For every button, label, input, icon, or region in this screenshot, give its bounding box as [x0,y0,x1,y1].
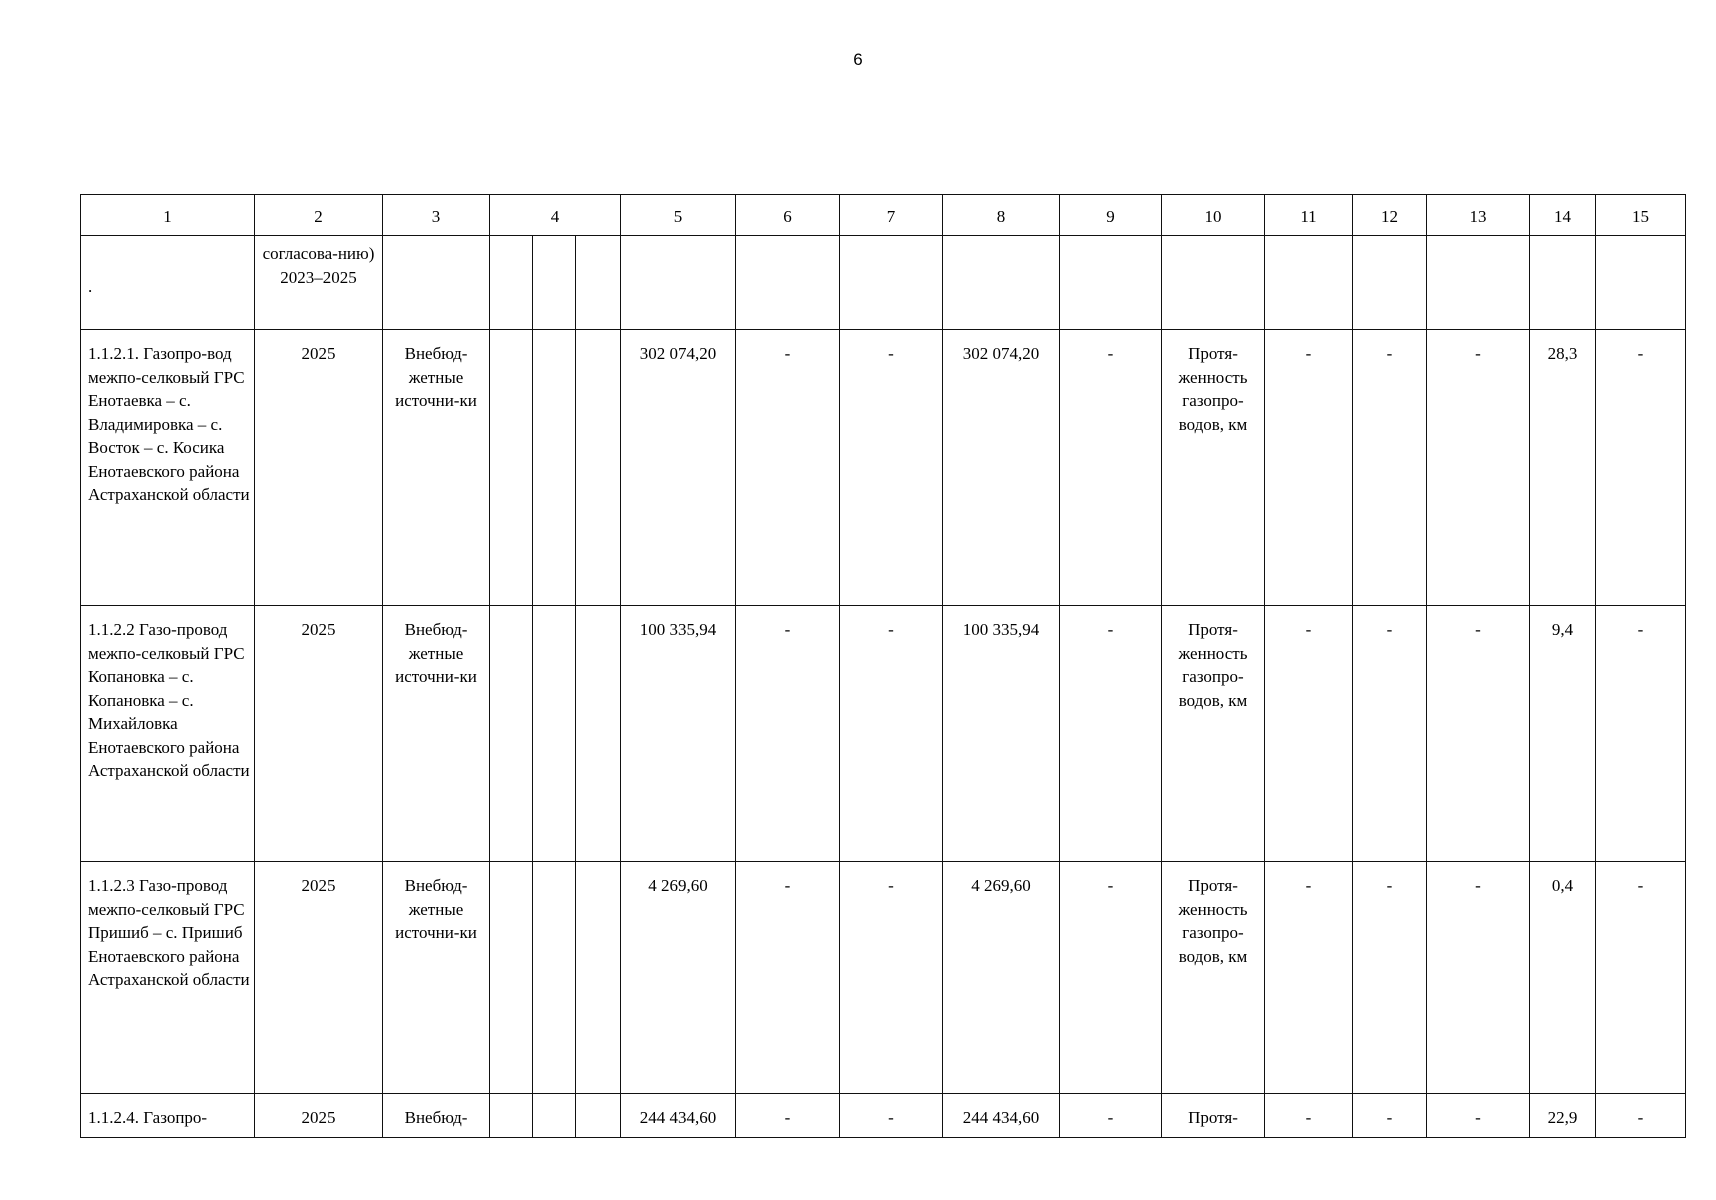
sub-cell [533,1094,576,1138]
value-cell: - [1353,330,1427,606]
indicator-cell: Протя-женность газопро-водов, км [1162,862,1265,1094]
column-number: 4 [490,195,621,236]
sub-cell [533,330,576,606]
value-cell: - [1596,862,1686,1094]
value-cell: - [1265,1094,1353,1138]
value-cell: 244 434,60 [943,1094,1060,1138]
table-row [81,862,1686,1094]
value-cell: - [1353,606,1427,862]
value-cell: - [1596,606,1686,862]
sub-cell [490,862,533,1094]
year-cell: 2025 [255,1094,383,1138]
sub-cell [490,1094,533,1138]
indicator-cell: Протя- [1162,1094,1265,1138]
column-number: 10 [1162,195,1265,236]
continuation-row [81,236,1686,330]
sub-cell [576,330,621,606]
table-row [81,606,1686,862]
total-cell [621,236,736,330]
column-number: 9 [1060,195,1162,236]
column-number: 14 [1530,195,1596,236]
source-cell [383,236,490,330]
name-cell: . [81,236,255,330]
value-cell: - [1353,862,1427,1094]
sub-cell [533,862,576,1094]
indicator-cell: Протя-женность газопро-водов, км [1162,606,1265,862]
period-cell: согласова-нию) 2023–2025 [255,236,383,330]
column-number: 11 [1265,195,1353,236]
source-cell: Внебюд-жетные источни-ки [383,862,490,1094]
year-cell: 2025 [255,862,383,1094]
value-cell [736,236,840,330]
value-cell: 4 269,60 [943,862,1060,1094]
value-cell: - [1060,330,1162,606]
sub-cell [576,606,621,862]
name-cell: 1.1.2.1. Газопро-вод межпо-селковый ГРС Енотаевка – с. Владимировка – с. Восток – с. Косика Енотаевского района Астраханской области [81,330,255,606]
value-cell [1265,236,1353,330]
value-cell: 100 335,94 [943,606,1060,862]
column-number: 12 [1353,195,1427,236]
value-cell: - [1265,606,1353,862]
total-cell: 302 074,20 [621,330,736,606]
value-cell: - [1427,862,1530,1094]
sub-cell [533,236,576,330]
column-number: 6 [736,195,840,236]
value-cell: - [1060,862,1162,1094]
value-cell: 0,4 [1530,862,1596,1094]
sub-cell [576,1094,621,1138]
sub-cell [533,606,576,862]
value-cell [1530,236,1596,330]
value-cell [1060,236,1162,330]
value-cell: 28,3 [1530,330,1596,606]
value-cell: 9,4 [1530,606,1596,862]
source-cell: Внебюд-жетные источни-ки [383,330,490,606]
column-number-row [81,195,1686,236]
total-cell: 4 269,60 [621,862,736,1094]
value-cell: - [1596,330,1686,606]
year-cell: 2025 [255,606,383,862]
value-cell: - [840,862,943,1094]
column-number: 13 [1427,195,1530,236]
sub-cell [490,236,533,330]
column-number: 2 [255,195,383,236]
indicator-cell: Протя-женность газопро-водов, км [1162,330,1265,606]
value-cell: - [1427,330,1530,606]
column-number: 15 [1596,195,1686,236]
value-cell: - [1353,1094,1427,1138]
value-cell: - [736,606,840,862]
value-cell: - [736,862,840,1094]
sub-cell [490,606,533,862]
table-row [81,330,1686,606]
value-cell: - [736,330,840,606]
name-cell: 1.1.2.4. Газопро- [81,1094,255,1138]
value-cell: - [840,330,943,606]
column-number: 8 [943,195,1060,236]
value-cell: - [1265,862,1353,1094]
value-cell: 302 074,20 [943,330,1060,606]
value-cell: - [1596,1094,1686,1138]
name-cell: 1.1.2.3 Газо-провод межпо-селковый ГРС Пришиб – с. Пришиб Енотаевского района Астраханской области [81,862,255,1094]
source-cell: Внебюд- [383,1094,490,1138]
value-cell: - [1265,330,1353,606]
value-cell [1427,236,1530,330]
value-cell: - [736,1094,840,1138]
column-number: 5 [621,195,736,236]
column-number: 1 [81,195,255,236]
value-cell: - [840,1094,943,1138]
column-number: 3 [383,195,490,236]
page-number: 6 [853,50,863,69]
sub-cell [576,236,621,330]
column-number: 7 [840,195,943,236]
program-table [80,194,1686,1138]
value-cell: 22,9 [1530,1094,1596,1138]
table-row [81,1094,1686,1138]
value-cell: - [1427,606,1530,862]
sub-cell [576,862,621,1094]
value-cell: - [1427,1094,1530,1138]
total-cell: 244 434,60 [621,1094,736,1138]
year-cell: 2025 [255,330,383,606]
sub-cell [490,330,533,606]
value-cell [1596,236,1686,330]
source-cell: Внебюд-жетные источни-ки [383,606,490,862]
value-cell: - [1060,1094,1162,1138]
value-cell [1353,236,1427,330]
indicator-cell [1162,236,1265,330]
value-cell [943,236,1060,330]
name-cell: 1.1.2.2 Газо-провод межпо-селковый ГРС Копановка – с. Копановка – с. Михайловка Енотаевского района Астраханской области [81,606,255,862]
value-cell: - [1060,606,1162,862]
value-cell: - [840,606,943,862]
value-cell [840,236,943,330]
total-cell: 100 335,94 [621,606,736,862]
